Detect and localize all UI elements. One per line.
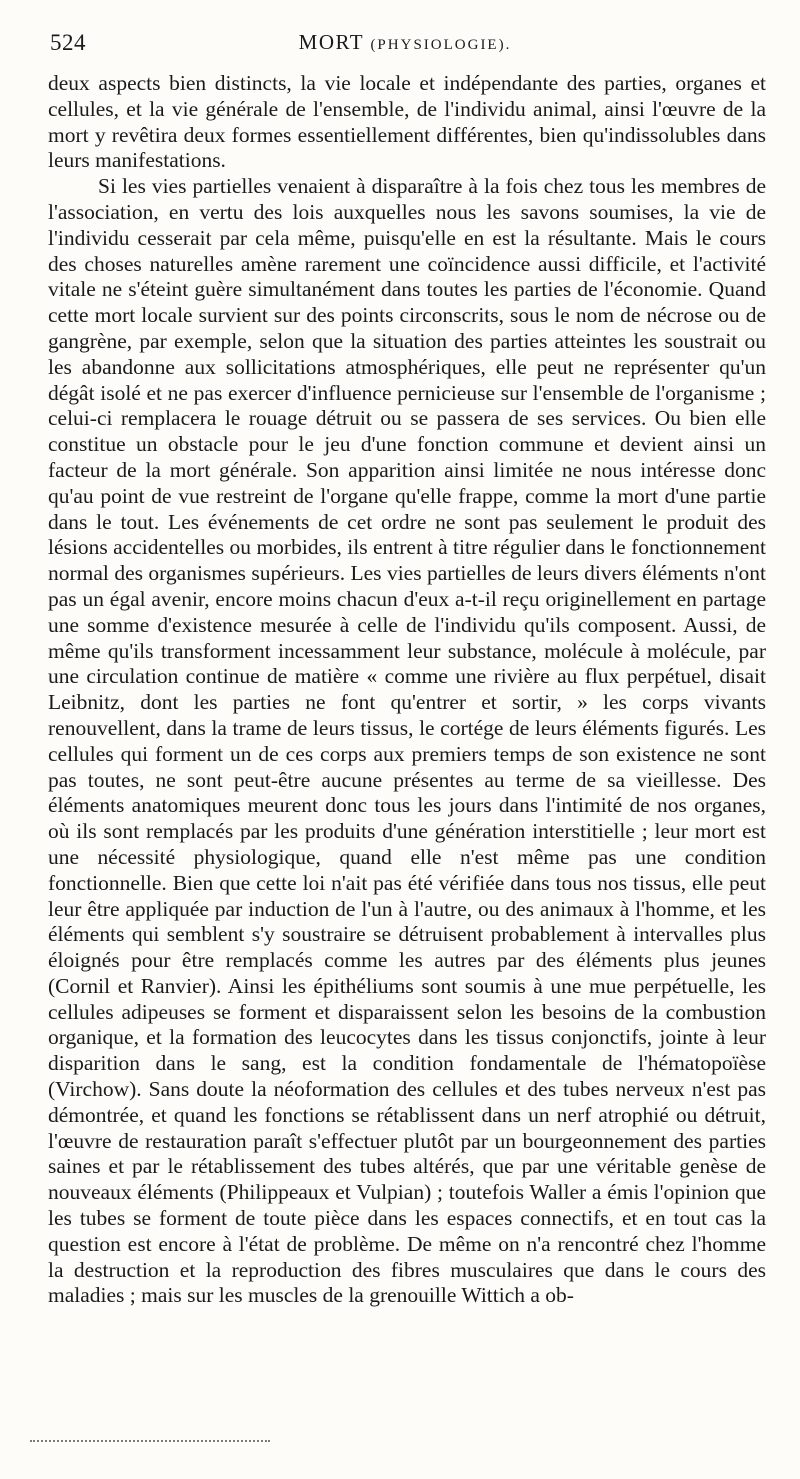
running-title-sub: (PHYSIOLOGIE). — [370, 37, 512, 53]
paragraph: Si les vies partielles venaient à disparaître à la fois chez tous les membres de l'association, en vertu des lois auxquelles nous les savons soumises, la vie de l'individu cesserait par cela même, puisqu'elle en est la résultante. Mais le cours des choses naturelles amène rarement une coïncidence aussi difficile, et l'activité vitale ne s'éteint guère simultanément dans toutes les parties de l'économie. Quand cette mort locale survient sur des points circonscrits, sous le nom de nécrose ou de gangrène, par exemple, selon que la situation des parties atteintes les soustrait ou les abandonne aux sollicitations atmosphériques, elle peut ne représenter qu'un dégât isolé et ne pas exercer d'influence pernicieuse sur l'ensemble de l'organisme ; celui-ci remplacera le rouage détruit ou se passera de ses services. Ou bien elle constitue un obstacle pour le jeu d'une fonction commune et devient ainsi un facteur de la mort générale. Son apparition ainsi limitée ne nous intéresse donc qu'au point de vue restreint de l'organe qu'elle frappe, comme la mort d'une partie dans le tout. Les événements de cet ordre ne sont pas seulement le produit des lésions accidentelles ou morbides, ils entrent à titre régulier dans le fonctionnement normal des organismes supérieurs. Les vies partielles de leurs divers éléments n'ont pas un égal avenir, encore moins chacun d'eux a-t-il reçu originellement en partage une somme d'existence mesurée à celle de l'individu qu'ils composent. Aussi, de même qu'ils transforment incessamment leur substance, molécule à molécule, par une circulation continue de matière « comme une rivière au flux perpétuel, disait Leibnitz, dont les parties ne font qu'entrer et sortir, » les corps vivants renouvellent, dans la trame de leurs tissus, le cortége de leurs éléments figurés. Les cellules qui forment un de ces corps aux premiers temps de son existence ne sont pas toutes, ne sont peut-être aucune présentes au terme de sa vieillesse. Des éléments anatomiques meurent donc tous les jours dans l'intimité de nos organes, où ils sont remplacés par les produits d'une génération interstitielle ; leur mort est une nécessité physiologique, quand elle n'est même pas une condition fonctionnelle. Bien que cette loi n'ait pas été vérifiée dans tous nos tissus, elle peut leur être appliquée par induction de l'un à l'autre, ou des animaux à l'homme, et les éléments qui semblent s'y soustraire se détruisent probablement à intervalles plus éloignés pour être remplacés comme les autres par des éléments plus jeunes (Cornil et Ranvier). Ainsi les épithéliums sont soumis à une mue perpétuelle, les cellules adipeuses se forment et disparaissent selon les besoins de la combustion organique, et la formation des leucocytes dans les tissus conjonctifs, jointe à leur disparition dans le sang, est la condition fondamentale de l'hématopoïèse (Virchow). Sans doute la néoformation des cellules et des tubes nerveux n'est pas démontrée, et quand les fonctions se rétablissent dans un nerf atrophié ou détruit, l'œuvre de restauration paraît s'effectuer plutôt par un bourgeonnement des parties saines et par le rétablissement des tubes altérés, que par une véritable genèse de nouveaux éléments (Philippeaux et Vulpian) ; toutefois Waller a émis l'opinion que les tubes se forment de toute pièce dans les espaces connectifs, et en tout cas la question est encore à l'état de problème. De même on n'a rencontré chez l'homme la destruction et la reproduction des fibres musculaires que dans le cours des maladies ; mais sur les muscles de la grenouille Wittich a ob- — [48, 174, 766, 1308]
running-title-main: MORT — [298, 30, 364, 54]
page-number: 524 — [50, 30, 86, 55]
body-text — [48, 71, 766, 1309]
paragraph-continued: deux aspects bien distincts, la vie locale et indépendante des parties, organes et cellules, et la vie générale de l'ensemble, de l'individu animal, ainsi l'œuvre de la mort y revêtira deux formes essentiellement différentes, bien qu'indissolubles dans leurs manifestations. — [48, 71, 766, 173]
running-title — [50, 30, 760, 55]
footer-dotted-rule — [30, 1440, 270, 1442]
running-header — [50, 30, 760, 58]
